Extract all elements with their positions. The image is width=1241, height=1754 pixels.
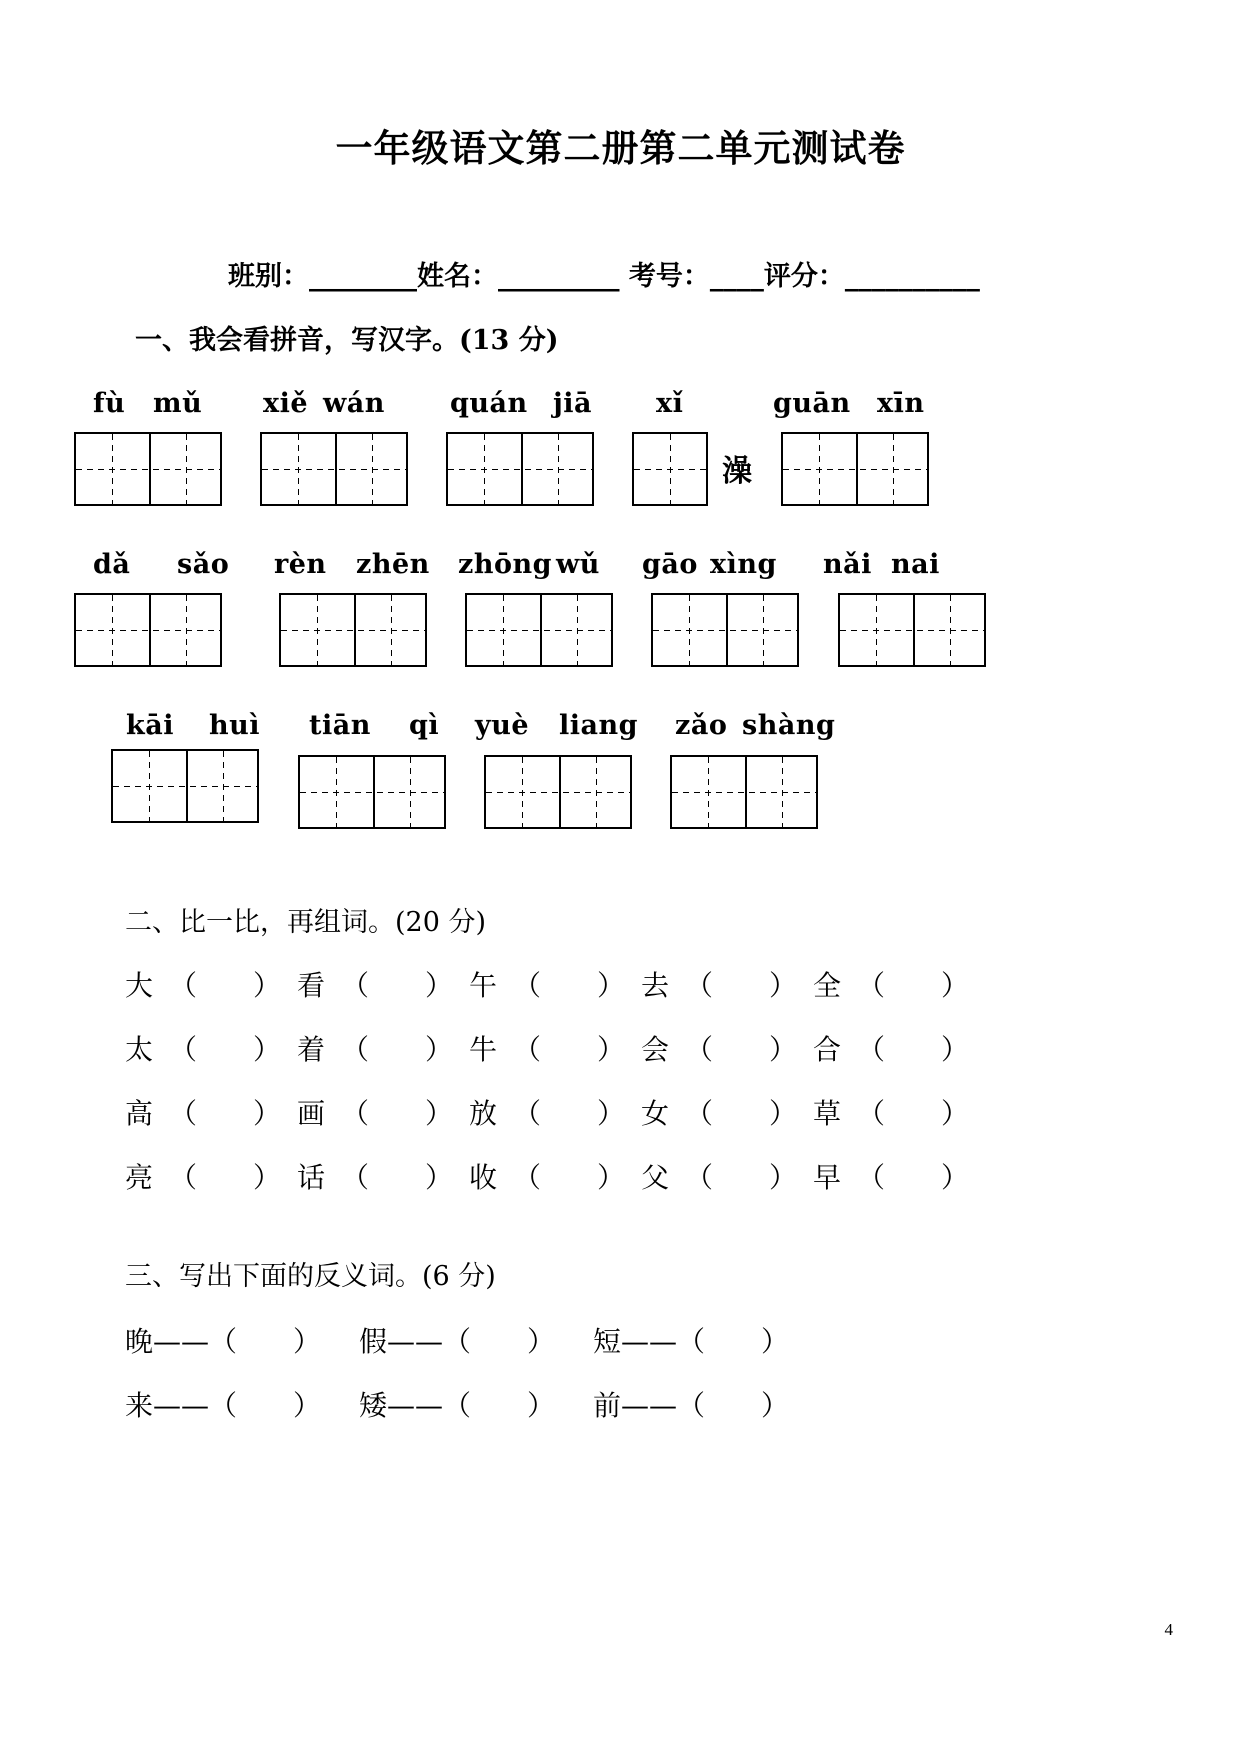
pinyin: wǔ bbox=[556, 549, 600, 580]
pinyin: shàng bbox=[742, 710, 836, 741]
word-pair[interactable] bbox=[125, 1092, 297, 1132]
pinyin: fù bbox=[93, 388, 126, 419]
pinyin: jiā bbox=[553, 388, 593, 419]
word-pair[interactable] bbox=[125, 1028, 297, 1068]
antonym-item[interactable]: 矮——（ ） bbox=[359, 1389, 556, 1422]
given-character: 澡 bbox=[722, 454, 752, 489]
word-pair[interactable] bbox=[641, 1028, 813, 1068]
character: 早 bbox=[813, 1161, 842, 1194]
word-pair[interactable] bbox=[125, 964, 297, 1004]
close-paren: ） bbox=[253, 1161, 282, 1194]
word-pair[interactable] bbox=[297, 1028, 469, 1068]
student-info-line: 班别：________姓名：_________ 考号：____评分：__________ bbox=[228, 261, 980, 292]
open-paren: （ bbox=[513, 1033, 542, 1066]
close-paren: ） bbox=[597, 1161, 626, 1194]
word-pair[interactable] bbox=[469, 964, 641, 1004]
close-paren: ） bbox=[253, 1097, 282, 1130]
open-paren: （ bbox=[857, 969, 886, 1002]
close-paren: ） bbox=[425, 1033, 454, 1066]
word-pair[interactable] bbox=[813, 1028, 985, 1068]
character: 大 bbox=[125, 969, 154, 1002]
pinyin: wán bbox=[323, 388, 385, 419]
writing-grid[interactable] bbox=[298, 755, 446, 829]
pinyin: tiān bbox=[309, 710, 371, 741]
word-pair[interactable] bbox=[813, 1092, 985, 1132]
close-paren: ） bbox=[769, 1097, 798, 1130]
open-paren: （ bbox=[513, 1161, 542, 1194]
open-paren: （ bbox=[513, 969, 542, 1002]
character: 午 bbox=[469, 969, 498, 1002]
pinyin: zhēn bbox=[356, 549, 430, 580]
close-paren: ） bbox=[597, 1097, 626, 1130]
pinyin: dǎ bbox=[93, 549, 131, 580]
character: 亮 bbox=[125, 1161, 154, 1194]
close-paren: ） bbox=[941, 1161, 970, 1194]
pinyin: sǎo bbox=[177, 549, 230, 580]
open-paren: （ bbox=[169, 969, 198, 1002]
open-paren: （ bbox=[685, 1033, 714, 1066]
compare-row bbox=[125, 1028, 985, 1068]
character: 放 bbox=[469, 1097, 498, 1130]
open-paren: （ bbox=[857, 1097, 886, 1130]
pinyin: kāi bbox=[126, 710, 174, 741]
character: 高 bbox=[125, 1097, 154, 1130]
antonym-item[interactable]: 假——（ ） bbox=[359, 1325, 556, 1358]
close-paren: ） bbox=[425, 1097, 454, 1130]
character: 收 bbox=[469, 1161, 498, 1194]
character: 画 bbox=[297, 1097, 326, 1130]
word-pair[interactable] bbox=[297, 1156, 469, 1196]
character: 会 bbox=[641, 1033, 670, 1066]
page-title: 一年级语文第二册第二单元测试卷 bbox=[335, 126, 906, 170]
pinyin: gāo bbox=[642, 549, 698, 580]
character: 父 bbox=[641, 1161, 670, 1194]
character: 去 bbox=[641, 969, 670, 1002]
writing-grid[interactable] bbox=[260, 432, 408, 506]
open-paren: （ bbox=[341, 1097, 370, 1130]
close-paren: ） bbox=[769, 1033, 798, 1066]
pinyin: huì bbox=[209, 710, 261, 741]
character: 草 bbox=[813, 1097, 842, 1130]
writing-grid[interactable] bbox=[651, 593, 799, 667]
antonym-item[interactable]: 晚——（ ） bbox=[125, 1325, 322, 1358]
word-pair[interactable] bbox=[469, 1028, 641, 1068]
pinyin: xǐ bbox=[656, 388, 684, 419]
close-paren: ） bbox=[253, 969, 282, 1002]
word-pair[interactable] bbox=[641, 964, 813, 1004]
pinyin: xīn bbox=[877, 388, 925, 419]
writing-grid[interactable] bbox=[74, 432, 222, 506]
character: 太 bbox=[125, 1033, 154, 1066]
pinyin: xiě bbox=[263, 388, 309, 419]
section1-heading: 一、我会看拼音，写汉字。(13 分) bbox=[135, 325, 559, 356]
pinyin: nai bbox=[891, 549, 940, 580]
page-number: 4 bbox=[1164, 1620, 1173, 1639]
pinyin: liang bbox=[559, 710, 639, 741]
character: 看 bbox=[297, 969, 326, 1002]
section2-heading: 二、比一比，再组词。(20 分) bbox=[125, 907, 487, 938]
character: 合 bbox=[813, 1033, 842, 1066]
pinyin: zhōng bbox=[458, 549, 552, 580]
word-pair[interactable] bbox=[813, 964, 985, 1004]
writing-grid[interactable] bbox=[279, 593, 427, 667]
close-paren: ） bbox=[425, 1161, 454, 1194]
open-paren: （ bbox=[341, 1033, 370, 1066]
close-paren: ） bbox=[769, 1161, 798, 1194]
pinyin: zǎo bbox=[675, 710, 728, 741]
open-paren: （ bbox=[169, 1161, 198, 1194]
close-paren: ） bbox=[769, 969, 798, 1002]
writing-grid[interactable] bbox=[446, 432, 594, 506]
writing-grid[interactable] bbox=[111, 749, 259, 823]
pinyin: rèn bbox=[274, 549, 327, 580]
antonym-row bbox=[125, 1320, 827, 1360]
close-paren: ） bbox=[941, 1033, 970, 1066]
open-paren: （ bbox=[857, 1033, 886, 1066]
word-pair[interactable] bbox=[469, 1156, 641, 1196]
close-paren: ） bbox=[425, 969, 454, 1002]
open-paren: （ bbox=[341, 969, 370, 1002]
writing-grid[interactable] bbox=[670, 755, 818, 829]
pinyin: quán bbox=[450, 388, 528, 419]
character: 女 bbox=[641, 1097, 670, 1130]
open-paren: （ bbox=[513, 1097, 542, 1130]
close-paren: ） bbox=[597, 969, 626, 1002]
pinyin: yuè bbox=[475, 710, 529, 741]
open-paren: （ bbox=[341, 1161, 370, 1194]
close-paren: ） bbox=[941, 1097, 970, 1130]
word-pair[interactable] bbox=[125, 1156, 297, 1196]
antonym-item[interactable]: 来——（ ） bbox=[125, 1389, 322, 1422]
character: 着 bbox=[297, 1033, 326, 1066]
writing-grid[interactable] bbox=[781, 432, 929, 506]
pinyin: nǎi bbox=[823, 549, 872, 580]
writing-grid[interactable] bbox=[838, 593, 986, 667]
compare-row bbox=[125, 964, 985, 1004]
pinyin: qì bbox=[409, 710, 440, 741]
pinyin: xìng bbox=[710, 549, 777, 580]
writing-grid[interactable] bbox=[465, 593, 613, 667]
antonym-row bbox=[125, 1384, 827, 1424]
close-paren: ） bbox=[253, 1033, 282, 1066]
close-paren: ） bbox=[941, 969, 970, 1002]
writing-grid[interactable] bbox=[74, 593, 222, 667]
antonym-item[interactable]: 前——（ ） bbox=[593, 1389, 790, 1422]
pinyin: guān bbox=[773, 388, 851, 419]
open-paren: （ bbox=[169, 1097, 198, 1130]
character: 牛 bbox=[469, 1033, 498, 1066]
close-paren: ） bbox=[597, 1033, 626, 1066]
antonym-item[interactable]: 短——（ ） bbox=[593, 1325, 790, 1358]
word-pair[interactable] bbox=[297, 1092, 469, 1132]
compare-row bbox=[125, 1092, 985, 1132]
open-paren: （ bbox=[169, 1033, 198, 1066]
open-paren: （ bbox=[685, 1161, 714, 1194]
word-pair[interactable] bbox=[297, 964, 469, 1004]
word-pair[interactable] bbox=[641, 1092, 813, 1132]
character: 话 bbox=[297, 1161, 326, 1194]
word-pair[interactable] bbox=[813, 1156, 985, 1196]
open-paren: （ bbox=[685, 969, 714, 1002]
writing-grid-single[interactable] bbox=[632, 432, 708, 506]
writing-grid[interactable] bbox=[484, 755, 632, 829]
pinyin: mǔ bbox=[153, 388, 203, 419]
compare-row bbox=[125, 1156, 985, 1196]
section3-heading: 三、写出下面的反义词。(6 分) bbox=[125, 1261, 496, 1292]
word-pair[interactable] bbox=[469, 1092, 641, 1132]
open-paren: （ bbox=[857, 1161, 886, 1194]
character: 全 bbox=[813, 969, 842, 1002]
open-paren: （ bbox=[685, 1097, 714, 1130]
word-pair[interactable] bbox=[641, 1156, 813, 1196]
